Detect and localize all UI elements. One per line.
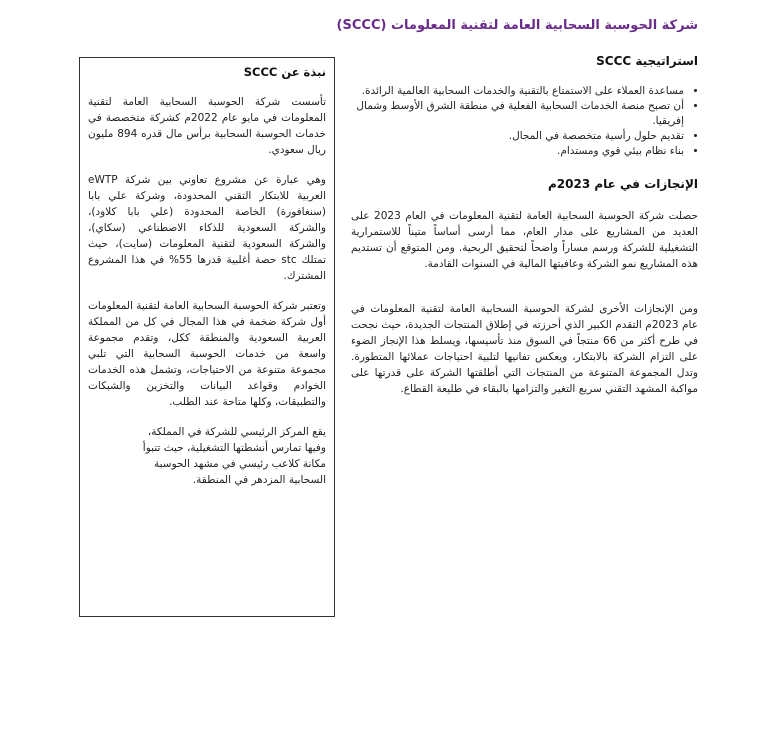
strategy-bullet: • بناء نظام بيئي قوي ومستدام. [351, 144, 684, 159]
strategy-bullet: • أن تصبح منصة الخدمات السحابية الفعلية في منطقة الشرق الأوسط وشمال إفريقيا. [351, 99, 684, 129]
strategy-heading: استراتيجية SCCC [596, 54, 698, 68]
about-paragraph: وهي عبارة عن مشروع تعاوني بين شركة eWTP العربية للابتكار التقني المحدودة، وشركة علي بابا (سنغافورة) الخاصة المحدودة (علي بابا كلاود)، والشركة السعودية للذكاء الاصطناعي (سكاي)، والشركة السعودية لتقنية المعلومات (سايت)، حيث تمتلك stc حصة أغلبية قدرها 55% في هذا المشروع المشترك. [88, 174, 326, 282]
strategy-list [351, 84, 698, 159]
achievements-paragraph: حصلت شركة الحوسبة السحابية العامة لتقنية المعلومات في العام 2023 على العديد من المشاريع على مدار العام، مما أرسى أساساً متيناً للاستمرارية التشغيلية للشركة ورسم مساراً واضحاً لتحقيق الربحية. ومن المتوقع أن تستديم هذه المشاريع نمو الشركة وعافيتها المالية في السنوات القادمة. [351, 210, 698, 270]
about-heading: نبذة عن SCCC [243, 65, 326, 79]
about-box [79, 57, 335, 617]
page-title: شركة الحوسبة السحابية العامة لتقنية المعلومات (SCCC) [336, 18, 698, 33]
achievements-heading: الإنجازات في عام 2023م [547, 177, 698, 191]
about-paragraph: يقع المركز الرئيسي للشركة في المملكة، وفيها تمارس أنشطتها التشغيلية، حيث تتبوأ مكانة كلاعب رئيسي في مشهد الحوسبة السحابية المزدهر في المنطقة. [142, 426, 326, 486]
about-paragraph: وتعتبر شركة الحوسبة السحابية العامة لتقنية المعلومات أول شركة ضخمة في هذا المجال في كل من المملكة العربية السعودية والمنطقة ككل، وتقدم مجموعة واسعة من خدمات الحوسبة السحابية التي تلبي مجموعة متنوعة من الاحتياجات، وتشمل هذه الخدمات الخوادم وقواعد البيانات والتخزين والشبكات والتطبيقات، وكلها متاحة عند الطلب. [88, 300, 326, 408]
strategy-bullet: • مساعدة العملاء على الاستمتاع بالتقنية والخدمات السحابية العالمية الرائدة. [351, 84, 684, 99]
strategy-bullet: • تقديم حلول رأسية متخصصة في المجال. [351, 129, 684, 144]
achievements-paragraph: ومن الإنجازات الأخرى لشركة الحوسبة السحابية العامة لتقنية المعلومات في عام 2023م التقدم الكبير الذي أحرزته في إطلاق المنتجات الجديدة، حيث نجحت في طرح أكثر من 66 منتجاً في السوق منذ تأسيسها، ويسلط هذا الإنجاز الضوء على التزام الشركة بالابتكار، ويعكس تفانيها لتلبية احتياجات عملائها المتطورة. وتدل المجموعة المتنوعة من المنتجات التي أطلقتها الشركة على قدرتها على مواكبة المشهد التقني سريع التغير والتزامها بالبقاء في طليعة القطاع. [351, 303, 699, 395]
main-column [351, 52, 698, 397]
about-paragraph: تأسست شركة الحوسبة السحابية العامة لتقنية المعلومات في مايو عام 2022م كشركة متخصصة في خدمات الحوسبة السحابية برأس مال قدره 894 مليون ريال سعودي. [88, 96, 327, 156]
